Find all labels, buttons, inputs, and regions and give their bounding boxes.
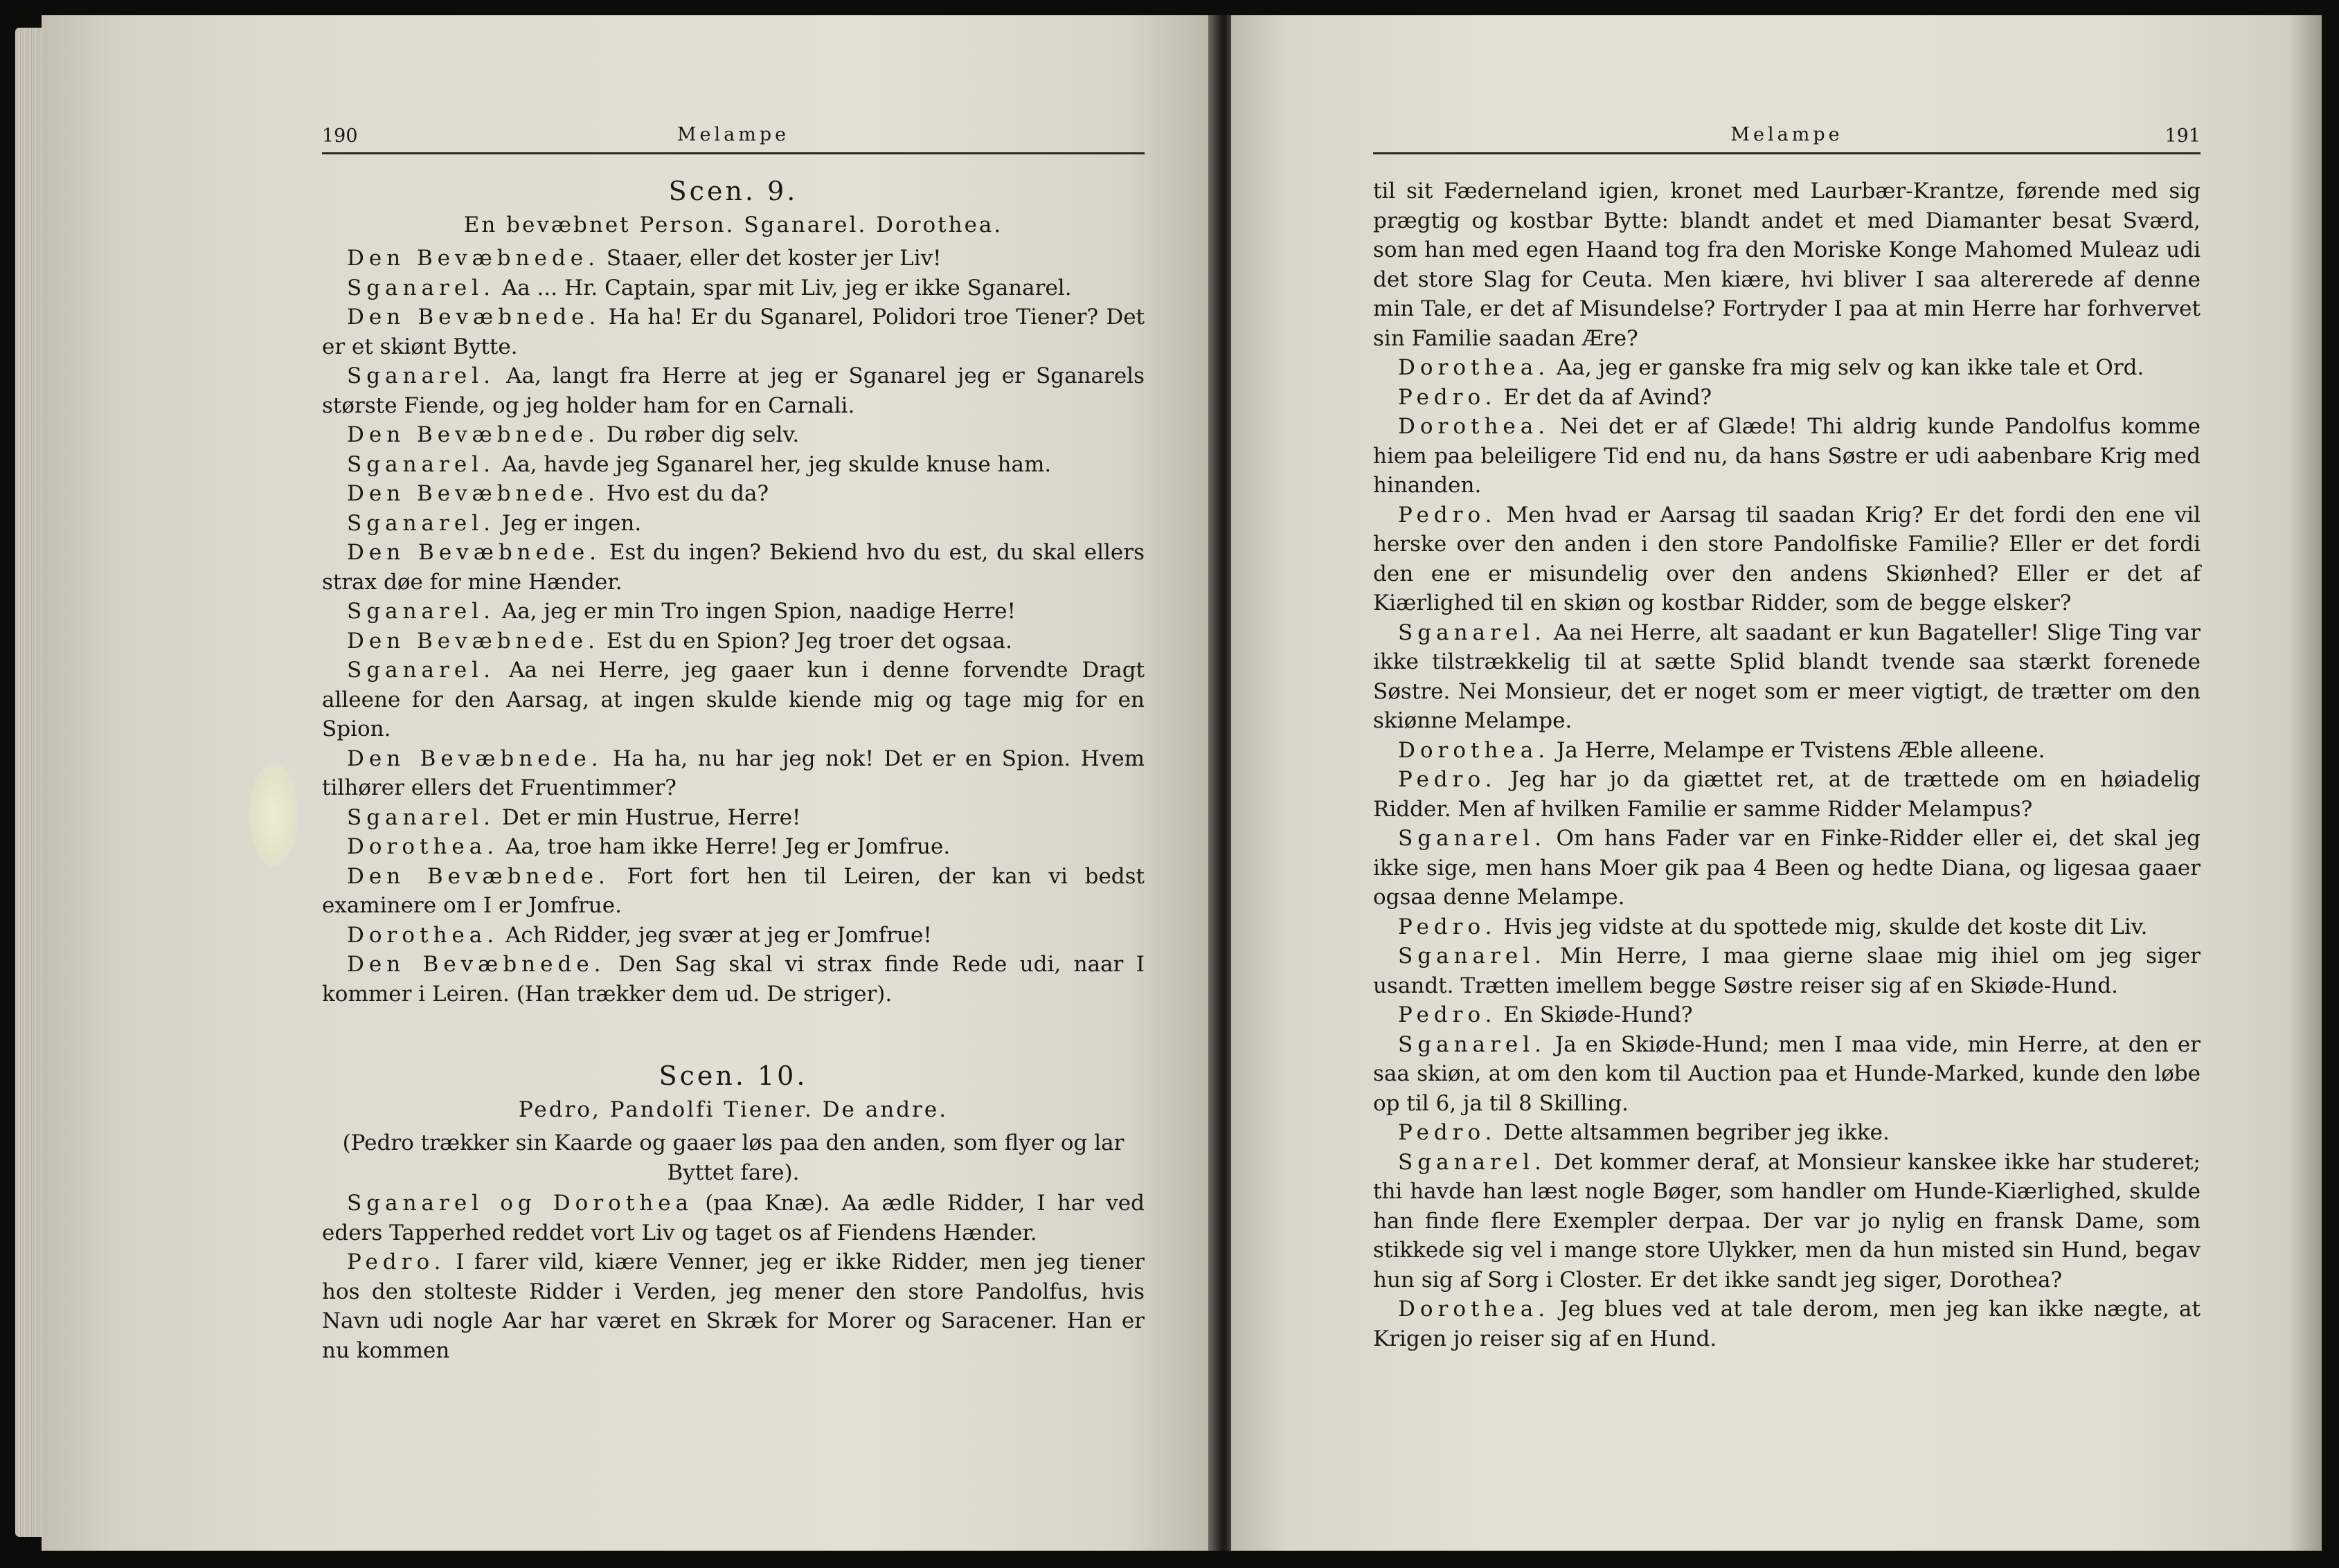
dialogue-line: [1373, 912, 2201, 942]
speaker: Sganarel.: [347, 451, 495, 477]
dialogue-line: [1373, 383, 2201, 413]
speaker: Dorothea.: [347, 922, 499, 948]
dialogue-line: [322, 921, 1145, 950]
dialogue-line: [1373, 824, 2201, 912]
speech: Jeg er ingen.: [501, 510, 642, 536]
dialogue-line: [1373, 1148, 2201, 1295]
speech: Aa, troe ham ikke Herre! Jeg er Jomfrue.: [505, 834, 951, 859]
speech: Hvo est du da?: [606, 481, 769, 506]
speaker: Sganarel.: [1398, 826, 1546, 851]
speech: Aa, langt fra Herre at jeg er Sganarel jeg er Sganarels største Fiende, og jeg holder ham for en Carnali.: [322, 363, 1145, 418]
dialogue-line: [322, 744, 1145, 803]
speaker: Pedro.: [1398, 1120, 1497, 1145]
speaker: Sganarel.: [347, 658, 495, 683]
speech: Aa nei Herre, alt saadant er kun Bagateller! Slige Ting var ikke tilstrækkelig til at sætte Splid blandt tvende saa stærkt forenede Søstre. Nei Monsieur, det er noget som er meer vigtigt, de trætter om den skiønne Melampe.: [1373, 620, 2201, 733]
dialogue-line: [322, 656, 1145, 744]
stage-direction: (Pedro trækker sin Kaarde og gaaer løs paa den anden, som flyer og lar Byttet fare).: [342, 1130, 1124, 1185]
speaker: Sganarel og Dorothea: [347, 1191, 694, 1216]
speaker: Den Bevæbnede.: [347, 305, 601, 330]
dialogue-line: [1373, 941, 2201, 1000]
speaker: Pedro.: [1398, 384, 1497, 410]
dialogue-line: [322, 303, 1145, 361]
speaker: Dorothea.: [1398, 1297, 1550, 1322]
speech: En Skiøde-Hund?: [1503, 1002, 1693, 1027]
speaker: Den Bevæbnede.: [347, 422, 600, 447]
speaker: Dorothea.: [347, 834, 499, 859]
running-head: [322, 119, 1145, 154]
speech: Dette altsammen begriber jeg ikke.: [1503, 1120, 1890, 1145]
dialogue-line: [322, 479, 1145, 509]
speaker: Sganarel.: [347, 363, 495, 388]
speech: Ha ha, nu har jeg nok! Det er en Spion. Hvem tilhører ellers det Fruentimmer?: [322, 746, 1145, 800]
speech: Aa nei Herre, jeg gaaer kun i denne forvendte Dragt alleene for den Aarsag, at ingen skulde kiende mig og tage mig for en Spion.: [322, 658, 1145, 741]
dialogue-line: [322, 538, 1145, 597]
speaker: Pedro.: [1398, 502, 1497, 528]
running-head: [1373, 119, 2201, 154]
speech: Nei det er af Glæde! Thi aldrig kunde Pandolfus komme hiem paa beleiligere Tid end nu, da hans Søstre er udi aabenbare Krig med hinanden.: [1373, 414, 2201, 498]
right-page-content: [1373, 119, 2201, 1353]
speech: Aa ... Hr. Captain, spar mit Liv, jeg er ikke Sganarel.: [501, 275, 1072, 300]
speaker: Den Bevæbnede.: [347, 746, 603, 771]
speech: Jeg har jo da giættet ret, at de trættede om en høiadelig Ridder. Men af hvilken Familie er samme Ridder Melampus?: [1373, 767, 2201, 822]
speaker: Dorothea.: [1398, 737, 1550, 763]
running-head-title: Melampe: [676, 124, 790, 145]
speaker: Pedro.: [1398, 1002, 1497, 1027]
dialogue-line: [322, 1189, 1145, 1247]
speech: Aa, havde jeg Sganarel her, jeg skulde knuse ham.: [501, 451, 1052, 477]
speech: Om hans Fader var en Finke-Ridder eller ei, det skal jeg ikke sige, men hans Moer gik paa 4 Been og hedte Diana, og ligesaa gaaer ogsaa denne Melampe.: [1373, 826, 2201, 910]
dialogue-line: [322, 950, 1145, 1009]
speaker: Sganarel.: [347, 804, 495, 830]
speech: Staaer, eller det koster jer Liv!: [606, 246, 942, 271]
right-page: [1231, 15, 2322, 1551]
speech: Fort fort hen til Leiren, der kan vi bedst examinere om I er Jomfrue.: [322, 863, 1145, 918]
dialogue-line: [1373, 1000, 2201, 1030]
dialogue-line: [322, 420, 1145, 450]
dialogue-line: [1373, 353, 2201, 383]
dialogue-line: [322, 862, 1145, 921]
dialogue-line: [322, 1247, 1145, 1365]
page-number: 191: [2165, 125, 2201, 147]
speaker: Sganarel.: [347, 599, 495, 624]
speech: Ha ha! Er du Sganarel, Polidori troe Tiener? Det er et skiønt Bytte.: [322, 305, 1145, 359]
dialogue-line: [1373, 618, 2201, 736]
speech: Det er min Hustrue, Herre!: [501, 804, 801, 830]
scene-title: Scen. 10.: [658, 1061, 808, 1091]
speech: Est du ingen? Bekiend hvo du est, du skal ellers strax døe for mine Hænder.: [322, 540, 1145, 595]
dialogue-line: [1373, 1118, 2201, 1148]
dialogue-line: [322, 803, 1145, 833]
dialogue-line: [322, 244, 1145, 273]
scene-title: Scen. 9.: [668, 176, 798, 206]
dialogue-line: [1373, 412, 2201, 501]
speaker: Pedro.: [1398, 767, 1497, 792]
speaker: Sganarel.: [1398, 1149, 1546, 1175]
speaker: Pedro.: [1398, 914, 1497, 939]
dialogue-line: [322, 627, 1145, 656]
running-head-title: Melampe: [1730, 124, 1843, 145]
speaker: Den Bevæbnede.: [347, 540, 602, 565]
speech: Den Sag skal vi strax finde Rede udi, naar I kommer i Leiren. (Han trækker dem ud. De striger).: [322, 952, 1145, 1007]
speech: Aa, jeg er min Tro ingen Spion, naadige Herre!: [501, 599, 1016, 624]
dialogue-line: [322, 597, 1145, 627]
speaker: Pedro.: [347, 1250, 446, 1274]
speaker: Sganarel.: [1398, 1031, 1546, 1057]
speaker: Sganarel.: [1398, 620, 1546, 645]
dialogue-line: [322, 450, 1145, 480]
scene-gap: [322, 1009, 1145, 1057]
dialogue-line: [1373, 1030, 2201, 1119]
speech: Ja Herre, Melampe er Tvistens Æble alleene.: [1556, 737, 2045, 763]
dialogue-line: [322, 273, 1145, 303]
dialogue-line: [322, 832, 1145, 862]
scene-persons: En bevæbnet Person. Sganarel. Dorothea.: [463, 212, 1003, 237]
speaker: Sganarel.: [347, 275, 495, 300]
paper-stain: [249, 763, 298, 867]
speech: Du røber dig selv.: [606, 422, 800, 447]
speaker: Dorothea.: [1398, 414, 1550, 439]
speaker: Den Bevæbnede.: [347, 481, 600, 506]
speech: Est du en Spion? Jeg troer det ogsaa.: [606, 628, 1012, 654]
left-page: [42, 15, 1219, 1551]
continued-speech: til sit Fæderneland igien, kronet med Laurbær-Krantze, førende med sig prægtig og kostbar Bytte: blandt andet et med Diamanter besat Sværd, som han med egen Haand tog fra den Moriske Konge Mahomed Muleaz udi det store Slag for Ceuta. Men kiære, hvi bliver I saa altererede af denne min Tale, er det af Misundelse? Fortryder I paa at min Herre har forhvervet sin Familie saadan Ære?: [1373, 179, 2201, 351]
speaker: Dorothea.: [1398, 355, 1550, 380]
speech: Men hvad er Aarsag til saadan Krig? Er det fordi den ene vil herske over den anden i den store Pandolfiske Familie? Eller er det fordi den ene er misundelig over den andens Skiønhed? Eller er det af Kiærlighed til en skiøn og kostbar Ridder, som de begge elsker?: [1373, 502, 2201, 615]
speech: Min Herre, I maa gierne slaae mig ihiel om jeg siger usandt. Trætten imellem begge Søstre reiser sig af en Skiøde-Hund.: [1373, 944, 2201, 998]
speech: Ach Ridder, jeg svær at jeg er Jomfrue!: [505, 922, 932, 948]
speaker: Sganarel.: [1398, 944, 1546, 968]
dialogue-line: [1373, 765, 2201, 824]
dialogue-line: [322, 509, 1145, 539]
left-page-content: [322, 119, 1145, 1365]
speech: Jeg blues ved at tale derom, men jeg kan ikke nægte, at Krigen jo reiser sig af en Hund.: [1373, 1297, 2201, 1351]
speaker: Den Bevæbnede.: [347, 628, 600, 654]
speech: (paa Knæ). Aa ædle Ridder, I har ved eders Tapperhed reddet vort Liv og taget os af Fiendens Hænder.: [322, 1191, 1145, 1245]
speech: Hvis jeg vidste at du spottede mig, skulde det koste dit Liv.: [1503, 914, 2148, 939]
speech: Aa, jeg er ganske fra mig selv og kan ikke tale et Ord.: [1556, 355, 2144, 380]
dialogue-line: [1373, 1295, 2201, 1353]
speech: Er det da af Avind?: [1503, 384, 1712, 410]
scene-persons: Pedro, Pandolfi Tiener. De andre.: [518, 1097, 949, 1122]
speech: Ja en Skiøde-Hund; men I maa vide, min Herre, at den er saa skiøn, at om den kom til Auction paa et Hunde-Marked, kunde den løbe op til 6, ja til 8 Skilling.: [1373, 1031, 2201, 1116]
speech: I farer vild, kiære Venner, jeg er ikke Ridder, men jeg tiener hos den stolteste Ridder i Verden, jeg mener den store Pandolfus, hvis Navn udi nogle Aar har været en Skræk for Morer og Saracener. Han er nu kommen: [322, 1250, 1145, 1363]
dialogue-line: [322, 361, 1145, 420]
speaker: Den Bevæbnede.: [347, 952, 606, 977]
page-number: 190: [322, 125, 358, 147]
speech: Det kommer deraf, at Monsieur kanskee ikke har studeret; thi havde han læst nogle Bøger, som handler om Hunde-Kiærlighed, skulde han finde flere Exempler derpaa. Der var jo nylig en fransk Dame, som stikkede sig vel i mange store Ulykker, men da hun misted sin Hund, begav hun sig af Sorg i Closter. Er det ikke sandt jeg siger, Dorothea?: [1373, 1149, 2201, 1292]
dialogue-line: [1373, 736, 2201, 766]
speaker: Den Bevæbnede.: [347, 863, 610, 889]
speaker: Den Bevæbnede.: [347, 246, 600, 271]
dialogue-line: [1373, 501, 2201, 618]
speaker: Sganarel.: [347, 510, 495, 536]
